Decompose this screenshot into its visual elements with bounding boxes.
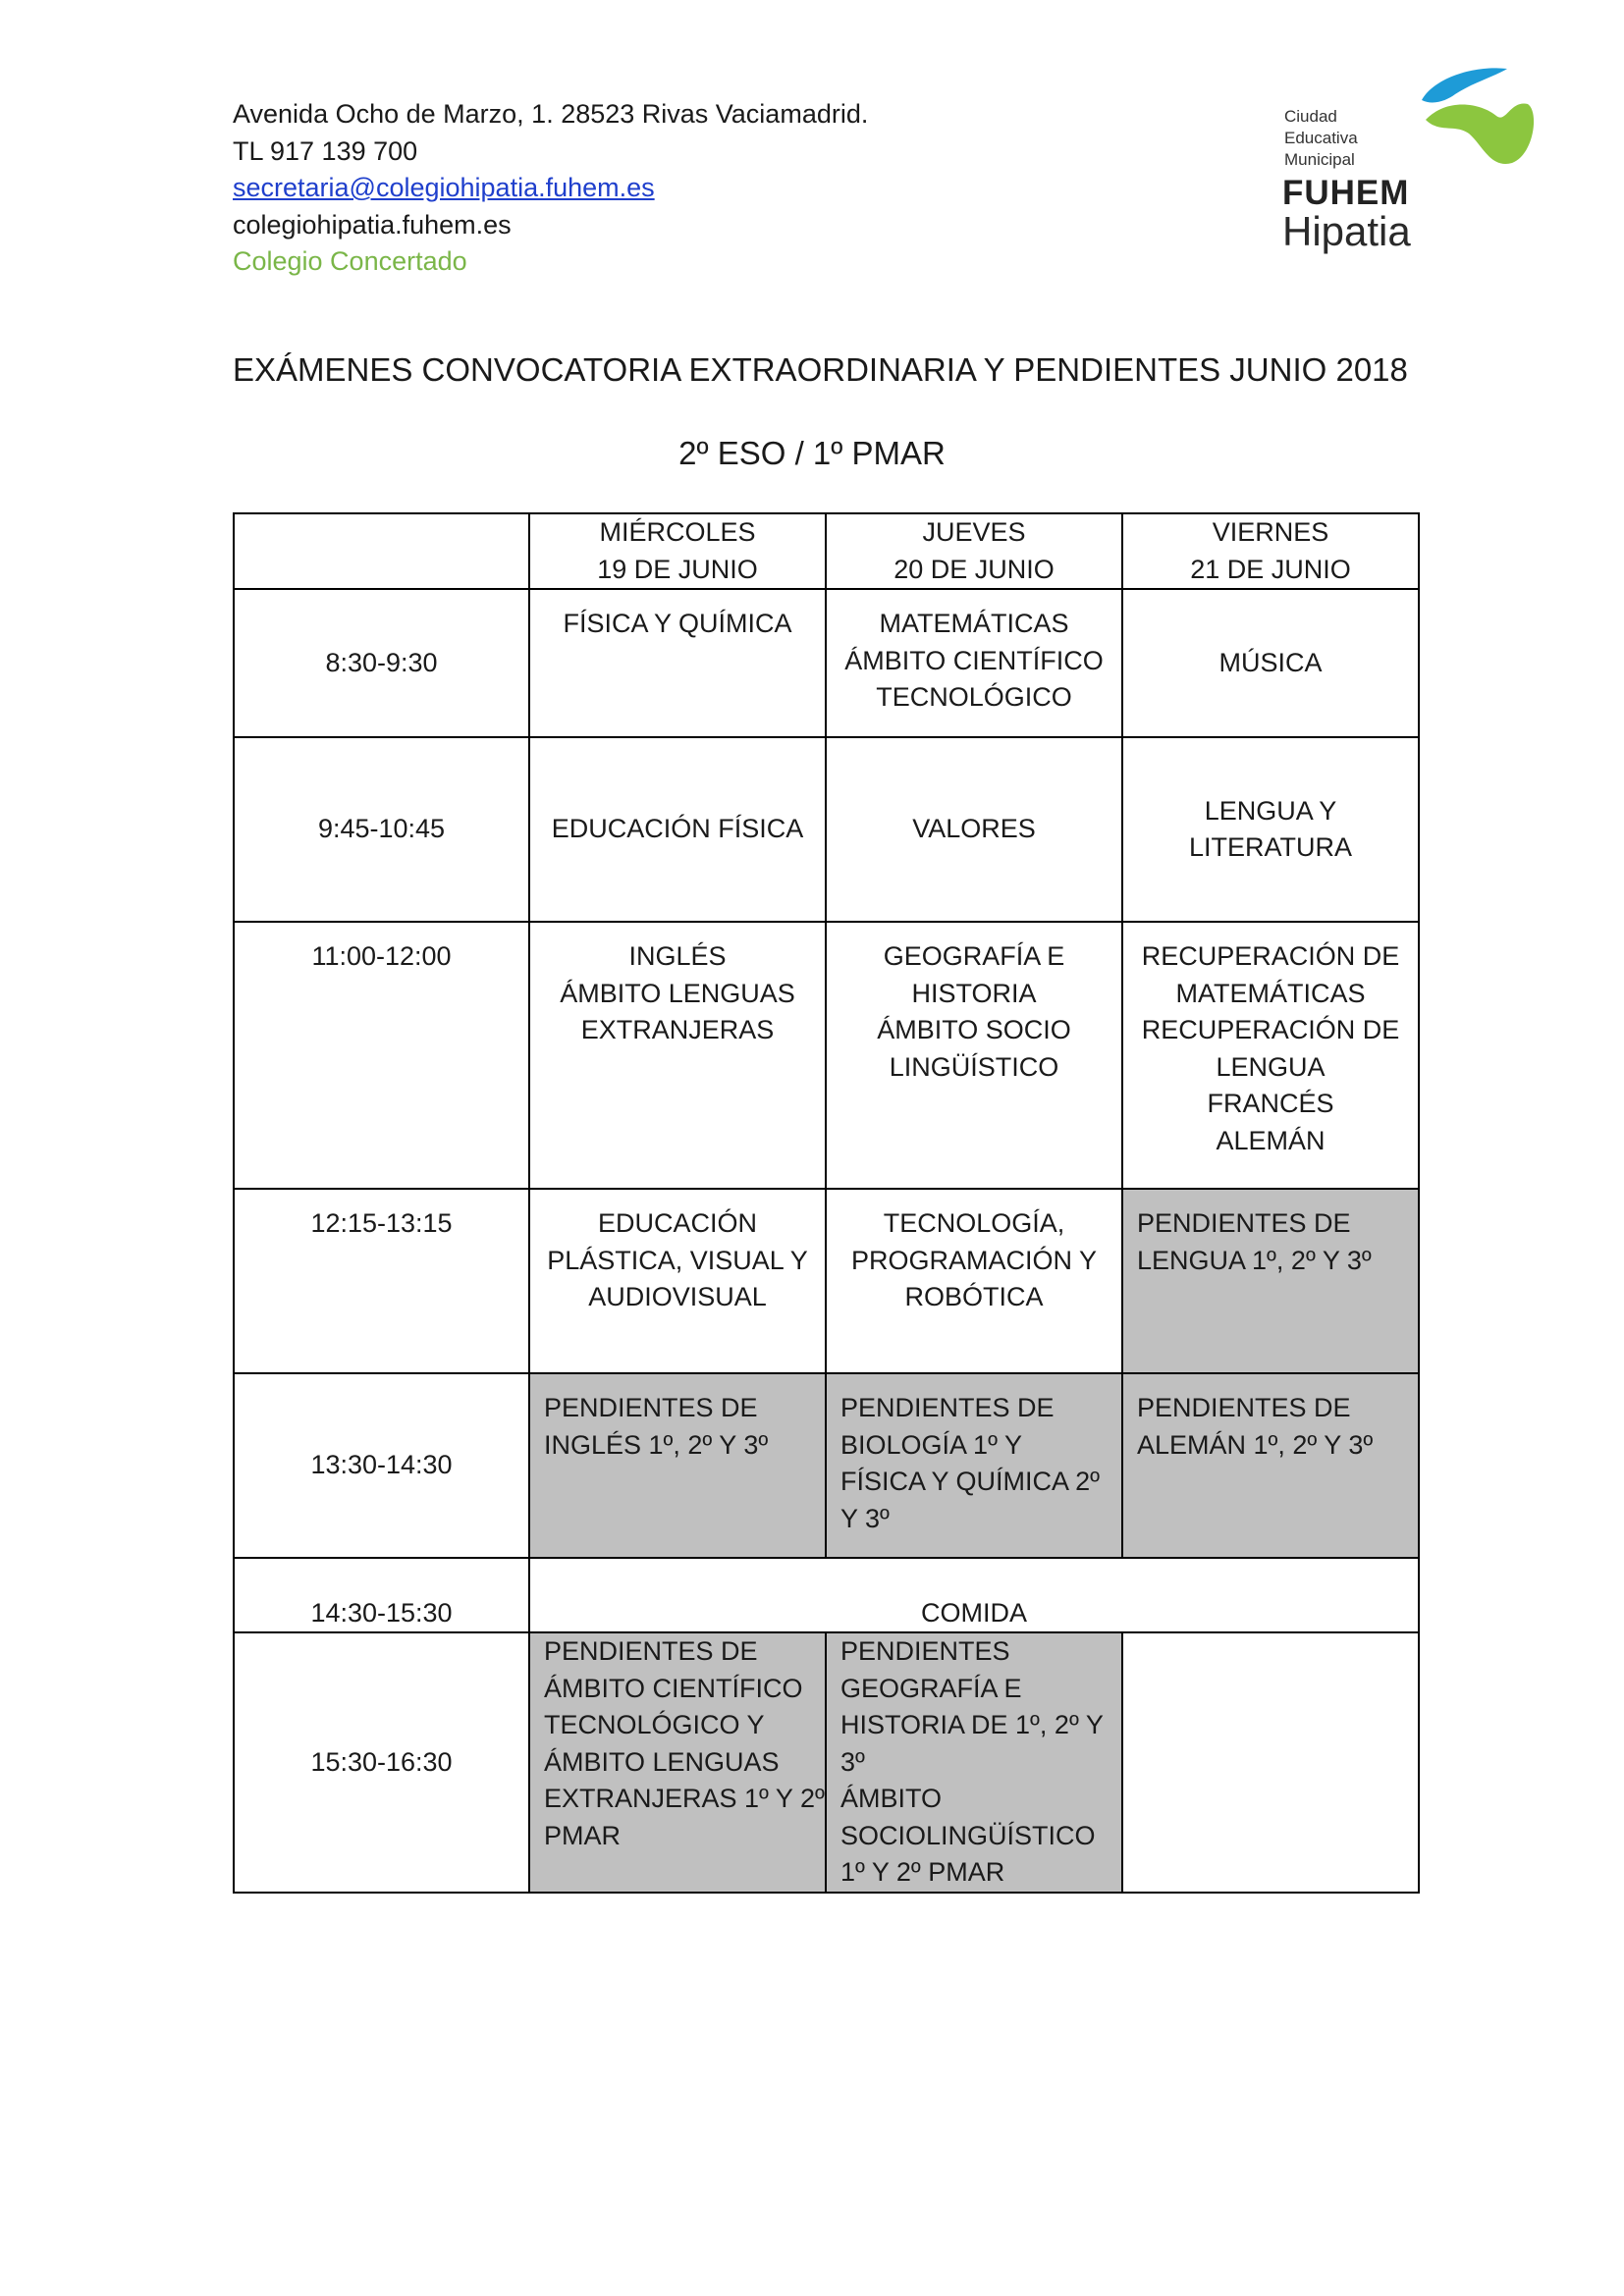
cell-line: 20 DE JUNIO: [893, 554, 1055, 584]
day-header-text: [1131, 514, 1410, 588]
table-row: [234, 1373, 1419, 1558]
cell-line: LITERATURA: [1188, 832, 1353, 862]
logo-line1: Ciudad: [1284, 107, 1337, 126]
cell-line: TECNOLÓGICO: [876, 682, 1072, 712]
cell-line: EDUCACIÓN FÍSICA: [551, 814, 804, 844]
logo-line2: Educativa: [1284, 129, 1358, 147]
cell-line: BIOLOGÍA 1º Y: [840, 1429, 1022, 1460]
table-row: [234, 1189, 1419, 1373]
cell-line: MATEMÁTICAS: [1175, 978, 1366, 1008]
table-row: [234, 737, 1419, 922]
cell-line: PENDIENTES: [840, 1636, 1010, 1666]
school-type: Colegio Concertado: [233, 246, 467, 276]
cell-line: PENDIENTES DE: [1137, 1393, 1351, 1422]
cell-line: Y 3º: [840, 1503, 890, 1533]
cell-line: TECNOLOGÍA,: [883, 1208, 1065, 1238]
cell-line: TECNOLÓGICO Y: [544, 1710, 765, 1739]
pending-exam-cell: [529, 1632, 826, 1893]
cell-line: GEOGRAFÍA E: [883, 941, 1065, 971]
cell-line: 21 DE JUNIO: [1190, 554, 1351, 584]
pending-exam-cell: [1122, 1189, 1419, 1373]
time-slot-cell: 12:15-13:15: [234, 1189, 529, 1373]
cell-line: SOCIOLINGÜÍSTICO: [840, 1820, 1096, 1850]
exam-text: [835, 811, 1113, 848]
cell-line: LENGUA: [1216, 1051, 1326, 1082]
cell-line: HISTORIA: [911, 978, 1037, 1008]
cell-line: FRANCÉS: [1207, 1089, 1334, 1118]
time-slot-cell: 11:00-12:00: [234, 922, 529, 1189]
pending-exam-cell: [826, 1632, 1122, 1893]
cell-line: PENDIENTES DE: [544, 1636, 758, 1666]
cell-line: AUDIOVISUAL: [588, 1282, 767, 1311]
cell-line: EXTRANJERAS 1º Y 2º: [544, 1784, 825, 1813]
exam-text: [1131, 645, 1410, 682]
cell-line: PMAR: [544, 1820, 622, 1850]
day-header-cell: [1122, 513, 1419, 589]
cell-line: GEOGRAFÍA E: [840, 1673, 1022, 1703]
exam-cell: [1122, 737, 1419, 922]
exam-text: [840, 1390, 1113, 1537]
cell-line: FÍSICA Y QUÍMICA 2º: [840, 1467, 1100, 1496]
cell-line: 3º: [840, 1746, 865, 1777]
cell-line: INGLÉS 1º, 2º Y 3º: [544, 1429, 769, 1460]
exam-cell: [826, 589, 1122, 737]
page-subtitle: 2º ESO / 1º PMAR: [678, 435, 946, 471]
cell-line: ÁMBITO: [840, 1784, 943, 1813]
exam-cell: [826, 737, 1122, 922]
exam-cell: [826, 922, 1122, 1189]
exam-text: [538, 938, 817, 1049]
cell-line: PENDIENTES DE: [840, 1393, 1055, 1422]
exam-text: [835, 1205, 1113, 1316]
cell-line: ALEMÁN: [1216, 1125, 1326, 1155]
phone: TL 917 139 700: [233, 135, 418, 166]
exam-cell: [826, 1189, 1122, 1373]
hipatia-logo: [1276, 61, 1542, 257]
page-title: EXÁMENES CONVOCATORIA EXTRAORDINARIA Y PENDIENTES JUNIO 2018: [233, 351, 1408, 388]
cell-line: ÁMBITO LENGUAS: [560, 978, 795, 1008]
exam-cell: [1122, 922, 1419, 1189]
logo-subtitle: [1284, 106, 1358, 171]
exam-cell: [1122, 1632, 1419, 1893]
time-slot-cell: 15:30-16:30: [234, 1632, 529, 1893]
exam-text: [538, 811, 817, 848]
cell-line: PLÁSTICA, VISUAL Y: [547, 1245, 808, 1275]
cell-line: MIÉRCOLES: [599, 517, 756, 547]
cell-line: LENGUA 1º, 2º Y 3º: [1137, 1245, 1372, 1275]
table-row: [234, 1558, 1419, 1632]
table-row: [234, 589, 1419, 737]
exam-cell: [529, 1189, 826, 1373]
exam-cell: [1122, 589, 1419, 737]
exam-text: [840, 1633, 1113, 1892]
exam-cell: [529, 737, 826, 922]
exam-schedule-table: [233, 512, 1420, 1894]
exam-text: [544, 1633, 825, 1854]
cell-line: PENDIENTES DE: [544, 1393, 758, 1422]
exam-text: [538, 1205, 817, 1316]
cell-line: 19 DE JUNIO: [597, 554, 758, 584]
cell-line: HISTORIA DE 1º, 2º Y: [840, 1710, 1104, 1739]
cell-line: INGLÉS: [628, 941, 727, 971]
cell-line: MATEMÁTICAS: [879, 609, 1069, 638]
logo-line3: Municipal: [1284, 150, 1355, 169]
exam-text: [835, 938, 1113, 1086]
hipatia-logo-icon: [1404, 61, 1542, 179]
exam-text: [1131, 938, 1410, 1159]
exam-text: [1131, 793, 1410, 867]
address: Avenida Ocho de Marzo, 1. 28523 Rivas Vaciamadrid.: [233, 99, 869, 129]
day-header-text: [835, 514, 1113, 588]
cell-line: ALEMÁN 1º, 2º Y 3º: [1137, 1429, 1374, 1460]
exam-cell: [529, 922, 826, 1189]
time-slot-cell: 14:30-15:30: [234, 1558, 529, 1632]
cell-line: ÁMBITO LENGUAS: [544, 1746, 780, 1777]
logo-name: Hipatia: [1282, 208, 1411, 254]
cell-line: EXTRANJERAS: [580, 1015, 775, 1044]
exam-cell: [529, 589, 826, 737]
cell-line: PROGRAMACIÓN Y: [850, 1245, 1098, 1275]
day-header-text: [538, 514, 817, 588]
cell-line: 1º Y 2º PMAR: [840, 1857, 1005, 1887]
table-header-row: [234, 513, 1419, 589]
cell-line: VALORES: [912, 814, 1036, 844]
exam-text: [1137, 1205, 1410, 1279]
exam-text: [544, 1390, 817, 1464]
contact-block: [233, 96, 868, 281]
pending-exam-cell: [826, 1373, 1122, 1558]
pending-exam-cell: [529, 1373, 826, 1558]
exam-text: [1137, 1390, 1410, 1464]
cell-line: EDUCACIÓN: [597, 1208, 757, 1238]
cell-line: FÍSICA Y QUÍMICA: [563, 609, 792, 638]
cell-line: VIERNES: [1212, 517, 1329, 547]
logo-brand: FUHEM: [1282, 174, 1410, 212]
lunch-break-cell: COMIDA: [529, 1558, 1419, 1632]
cell-line: ÁMBITO CIENTÍFICO: [544, 1673, 803, 1703]
cell-line: JUEVES: [922, 517, 1026, 547]
cell-line: ÁMBITO CIENTÍFICO: [844, 645, 1104, 675]
header-corner-cell: [234, 513, 529, 589]
table-row: [234, 922, 1419, 1189]
cell-line: ROBÓTICA: [904, 1282, 1044, 1311]
exam-text: [835, 606, 1113, 717]
cell-line: LINGÜÍSTICO: [889, 1051, 1059, 1082]
cell-line: PENDIENTES DE: [1137, 1208, 1351, 1238]
table-row: [234, 1632, 1419, 1893]
pending-exam-cell: [1122, 1373, 1419, 1558]
cell-line: RECUPERACIÓN DE: [1141, 941, 1400, 971]
website: colegiohipatia.fuhem.es: [233, 209, 512, 240]
email-link[interactable]: secretaria@colegiohipatia.fuhem.es: [233, 173, 655, 202]
cell-line: LENGUA Y: [1204, 795, 1337, 826]
time-slot-cell: 13:30-14:30: [234, 1373, 529, 1558]
time-slot-cell: 9:45-10:45: [234, 737, 529, 922]
time-slot-cell: 8:30-9:30: [234, 589, 529, 737]
cell-line: RECUPERACIÓN DE: [1141, 1015, 1400, 1044]
day-header-cell: [826, 513, 1122, 589]
day-header-cell: [529, 513, 826, 589]
cell-line: ÁMBITO SOCIO: [877, 1015, 1071, 1044]
cell-line: MÚSICA: [1218, 647, 1323, 677]
exam-text: [538, 606, 817, 643]
